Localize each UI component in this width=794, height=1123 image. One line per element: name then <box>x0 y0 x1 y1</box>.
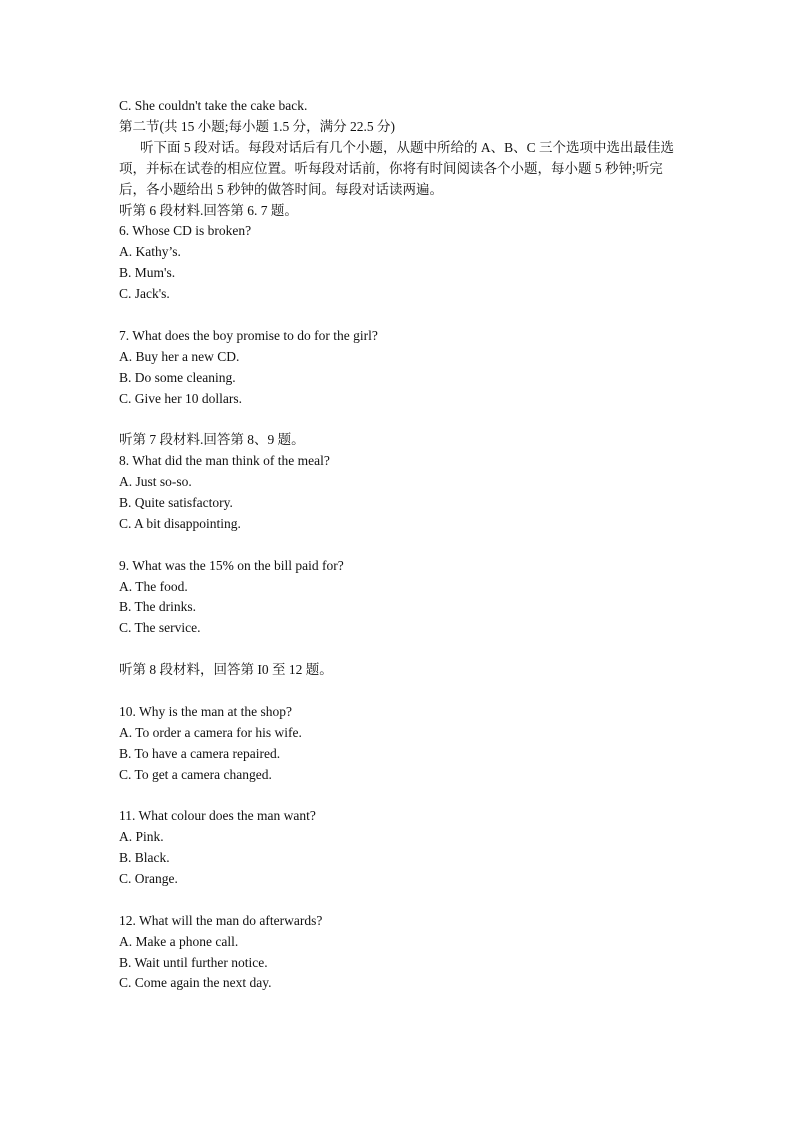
spacer <box>119 890 679 911</box>
section-title: 第二节(共 15 小题;每小题 1.5 分，满分 22.5 分) <box>119 118 395 134</box>
question-12 <box>119 911 679 995</box>
question-text: 7. What does the boy promise to do for the girl? <box>119 327 378 343</box>
option-b: B. Wait until further notice. <box>119 954 268 970</box>
option-a: A. Pink. <box>119 829 164 845</box>
spacer <box>119 409 679 430</box>
option-a: A. Buy her a new CD. <box>119 348 240 364</box>
question-8 <box>119 451 679 535</box>
question-11 <box>119 806 679 890</box>
question-7 <box>119 326 679 410</box>
section-instructions: 听下面 5 段对话。每段对话后有几个小题，从题中所给的 A、B、C 三个选项中选出最佳选项，并标在试卷的相应位置。听每段对话前，你将有时间阅读各个小题，每小题 5 秒钟;听完后，各小题给出 5 秒钟的做答时间。每段对话读两遍。 <box>119 139 675 197</box>
spacer <box>119 535 679 556</box>
option-a: A. The food. <box>119 578 188 594</box>
question-text: 11. What colour does the man want? <box>119 808 316 824</box>
previous-option-c: C. She couldn't take the cake back. <box>119 98 308 113</box>
question-text: 9. What was the 15% on the bill paid for? <box>119 557 344 573</box>
option-a: A. To order a camera for his wife. <box>119 724 302 740</box>
question-text: 8. What did the man think of the meal? <box>119 453 330 469</box>
option-a: A. Make a phone call. <box>119 933 239 949</box>
document-page <box>119 96 679 994</box>
option-b: B. Black. <box>119 850 170 866</box>
option-c: C. A bit disappointing. <box>119 515 241 531</box>
option-c: C. To get a camera changed. <box>119 766 272 782</box>
option-b: B. Mum's. <box>119 265 176 281</box>
question-9 <box>119 556 679 640</box>
option-c: C. Give her 10 dollars. <box>119 390 242 406</box>
option-a: A. Just so-so. <box>119 474 192 490</box>
question-10 <box>119 702 679 786</box>
option-a: A. Kathy’s. <box>119 244 181 260</box>
group-heading-6-7: 听第 6 段材料.回答第 6. 7 题。 <box>119 202 298 218</box>
option-b: B. Quite satisfactory. <box>119 494 233 510</box>
option-b: B. To have a camera repaired. <box>119 745 281 761</box>
option-c: C. Jack's. <box>119 286 170 302</box>
spacer <box>119 681 679 702</box>
question-text: 6. Whose CD is broken? <box>119 223 252 239</box>
question-text: 10. Why is the man at the shop? <box>119 703 292 719</box>
spacer <box>119 639 679 660</box>
question-6 <box>119 221 679 305</box>
option-c: C. Come again the next day. <box>119 975 272 991</box>
option-c: C. Orange. <box>119 871 178 886</box>
group-heading-10-12: 听第 8 段材料，回答第 I0 至 12 题。 <box>119 662 333 678</box>
option-b: B. The drinks. <box>119 599 196 615</box>
option-b: B. Do some cleaning. <box>119 369 236 385</box>
question-text: 12. What will the man do afterwards? <box>119 912 323 928</box>
spacer <box>119 785 679 806</box>
option-c: C. The service. <box>119 620 201 636</box>
spacer <box>119 305 679 326</box>
group-heading-8-9: 听第 7 段材料.回答第 8、9 题。 <box>119 432 305 448</box>
